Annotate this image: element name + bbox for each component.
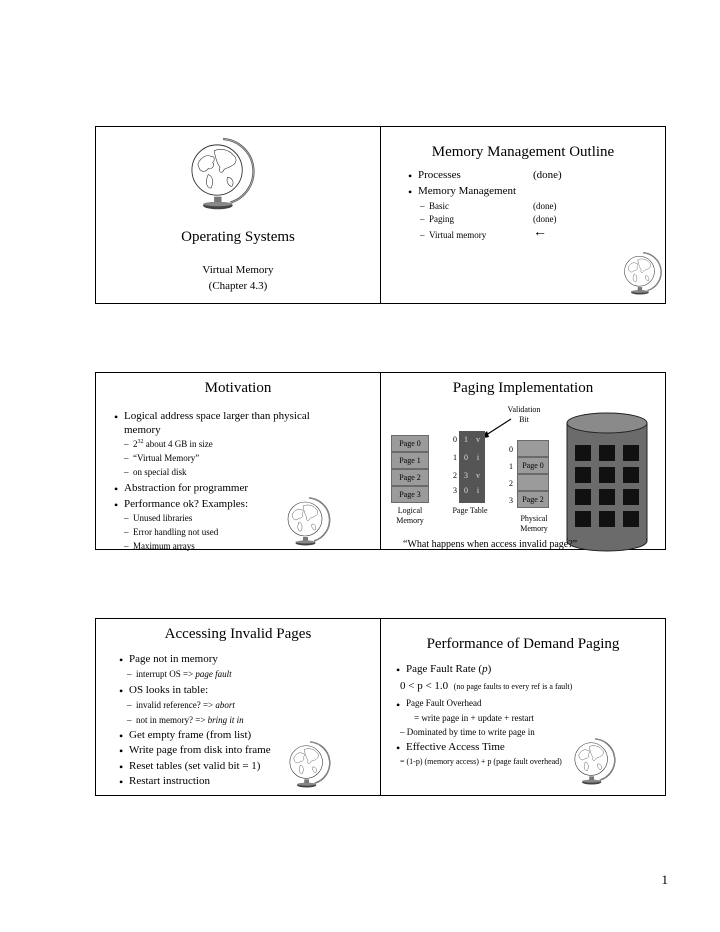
bullet-item: • Restart instruction <box>129 775 210 787</box>
page-table-index: 1 <box>453 453 457 462</box>
frame-index: 2 <box>509 479 513 488</box>
bullet-item-continued: memory <box>124 424 161 436</box>
frame-number: 1 <box>464 435 468 444</box>
outline-subitem: – Basic <box>429 201 449 211</box>
valid-bit: i <box>476 486 480 495</box>
slide-memory-management-outline <box>380 126 666 304</box>
frame-number: 3 <box>464 471 468 480</box>
bullet-item: • Logical address space larger than physical <box>124 410 310 422</box>
bullet-item: • Page Fault Rate (p) <box>406 663 491 675</box>
physical-frame <box>517 474 549 491</box>
slide-accessing-invalid-pages <box>95 618 381 796</box>
bullet-item: • Effective Access Time <box>406 741 505 753</box>
sub-item: – on special disk <box>133 467 187 477</box>
frame-number: 0 <box>464 453 468 462</box>
bullet-item: • Write page from disk into frame <box>129 744 271 756</box>
bullet-item: • Performance ok? Examples: <box>124 498 248 510</box>
slide-operating-systems <box>95 126 381 304</box>
slide-chapter: (Chapter 4.3) <box>208 280 268 292</box>
outline-item: • Processes <box>418 169 461 181</box>
sub-item: – invalid reference? => abort <box>136 700 235 710</box>
physical-frame: Page 2 <box>517 491 549 508</box>
valid-bit: v <box>476 435 480 444</box>
outline-status: (done) <box>533 201 557 211</box>
outline-status: (done) <box>533 169 562 181</box>
current-arrow-icon: ← <box>533 225 547 240</box>
globe-icon <box>571 729 619 793</box>
slide-title: Paging Implementation <box>452 380 594 396</box>
logical-page: Page 1 <box>391 452 429 469</box>
frame-index: 0 <box>509 445 513 454</box>
question-text: “What happens when access invalid page?” <box>403 539 578 550</box>
physical-frame <box>517 440 549 457</box>
page-table-label: Page Table <box>452 506 488 515</box>
slide-performance-demand-paging <box>380 618 666 796</box>
slide-motivation <box>95 372 381 550</box>
sub-item: – Unused libraries <box>133 513 192 523</box>
physical-frame: Page 0 <box>517 457 549 474</box>
outline-item: • Memory Management <box>418 185 516 197</box>
bullet-item: • Reset tables (set valid bit = 1) <box>129 760 260 772</box>
valid-bit: i <box>476 453 480 462</box>
disk-icon <box>561 411 653 553</box>
page-table-index: 3 <box>453 486 457 495</box>
slide-title: Accessing Invalid Pages <box>164 626 312 642</box>
frame-index: 3 <box>509 496 513 505</box>
sub-item: – Dominated by time to write page in <box>400 727 535 737</box>
slide-paging-implementation <box>380 372 666 550</box>
sub-item: – not in memory? => bring it in <box>136 715 244 725</box>
globe-icon <box>621 245 665 301</box>
sub-item: – Error handling not used <box>133 527 218 537</box>
sub-item: – “Virtual Memory” <box>133 453 199 463</box>
effective-access-formula: = (1-p) (memory access) + p (page fault overhead) <box>400 757 562 766</box>
sub-item: – $2^{32}$ about 4 GB in size <box>133 439 213 449</box>
sub-item: – Maximum arrays <box>133 541 195 551</box>
page-table-index: 2 <box>453 471 457 480</box>
fault-rate-range: 0 < p < 1.0 (no page faults to every ref is a fault) <box>400 680 573 692</box>
logical-page: Page 3 <box>391 486 429 503</box>
slide-title: Motivation <box>204 380 272 396</box>
bullet-item: • Page Fault Overhead <box>406 698 481 708</box>
frame-number: 0 <box>464 486 468 495</box>
logical-memory-label: Logical Memory <box>396 506 424 525</box>
bullet-item: • Get empty frame (from list) <box>129 729 251 741</box>
logical-page: Page 0 <box>391 435 429 452</box>
page-number: 1 <box>661 872 668 887</box>
slide-subtitle: Virtual Memory <box>202 264 274 276</box>
physical-memory-label: Physical Memory <box>520 514 548 533</box>
slide-title: Operating Systems <box>181 229 295 245</box>
validation-bit-label: Validation Bit <box>507 405 541 424</box>
globe-icon <box>284 493 334 549</box>
slide-title: Memory Management Outline <box>431 144 615 160</box>
bullet-item: • OS looks in table: <box>129 684 208 696</box>
bullet-item: • Abstraction for programmer <box>124 482 248 494</box>
bullet-item: • Page not in memory <box>129 653 218 665</box>
globe-icon <box>186 129 260 217</box>
outline-subitem: – Virtual memory <box>429 230 486 240</box>
valid-bit: v <box>476 471 480 480</box>
sub-item: = write page in + update + restart <box>414 713 534 723</box>
sub-item: – interrupt OS => page fault <box>136 669 232 679</box>
globe-icon <box>286 735 334 793</box>
frame-index: 1 <box>509 462 513 471</box>
outline-subitem: – Paging <box>429 214 454 224</box>
outline-status: (done) <box>533 214 557 224</box>
logical-page: Page 2 <box>391 469 429 486</box>
slide-title: Performance of Demand Paging <box>426 636 620 652</box>
page-table-index: 0 <box>453 435 457 444</box>
